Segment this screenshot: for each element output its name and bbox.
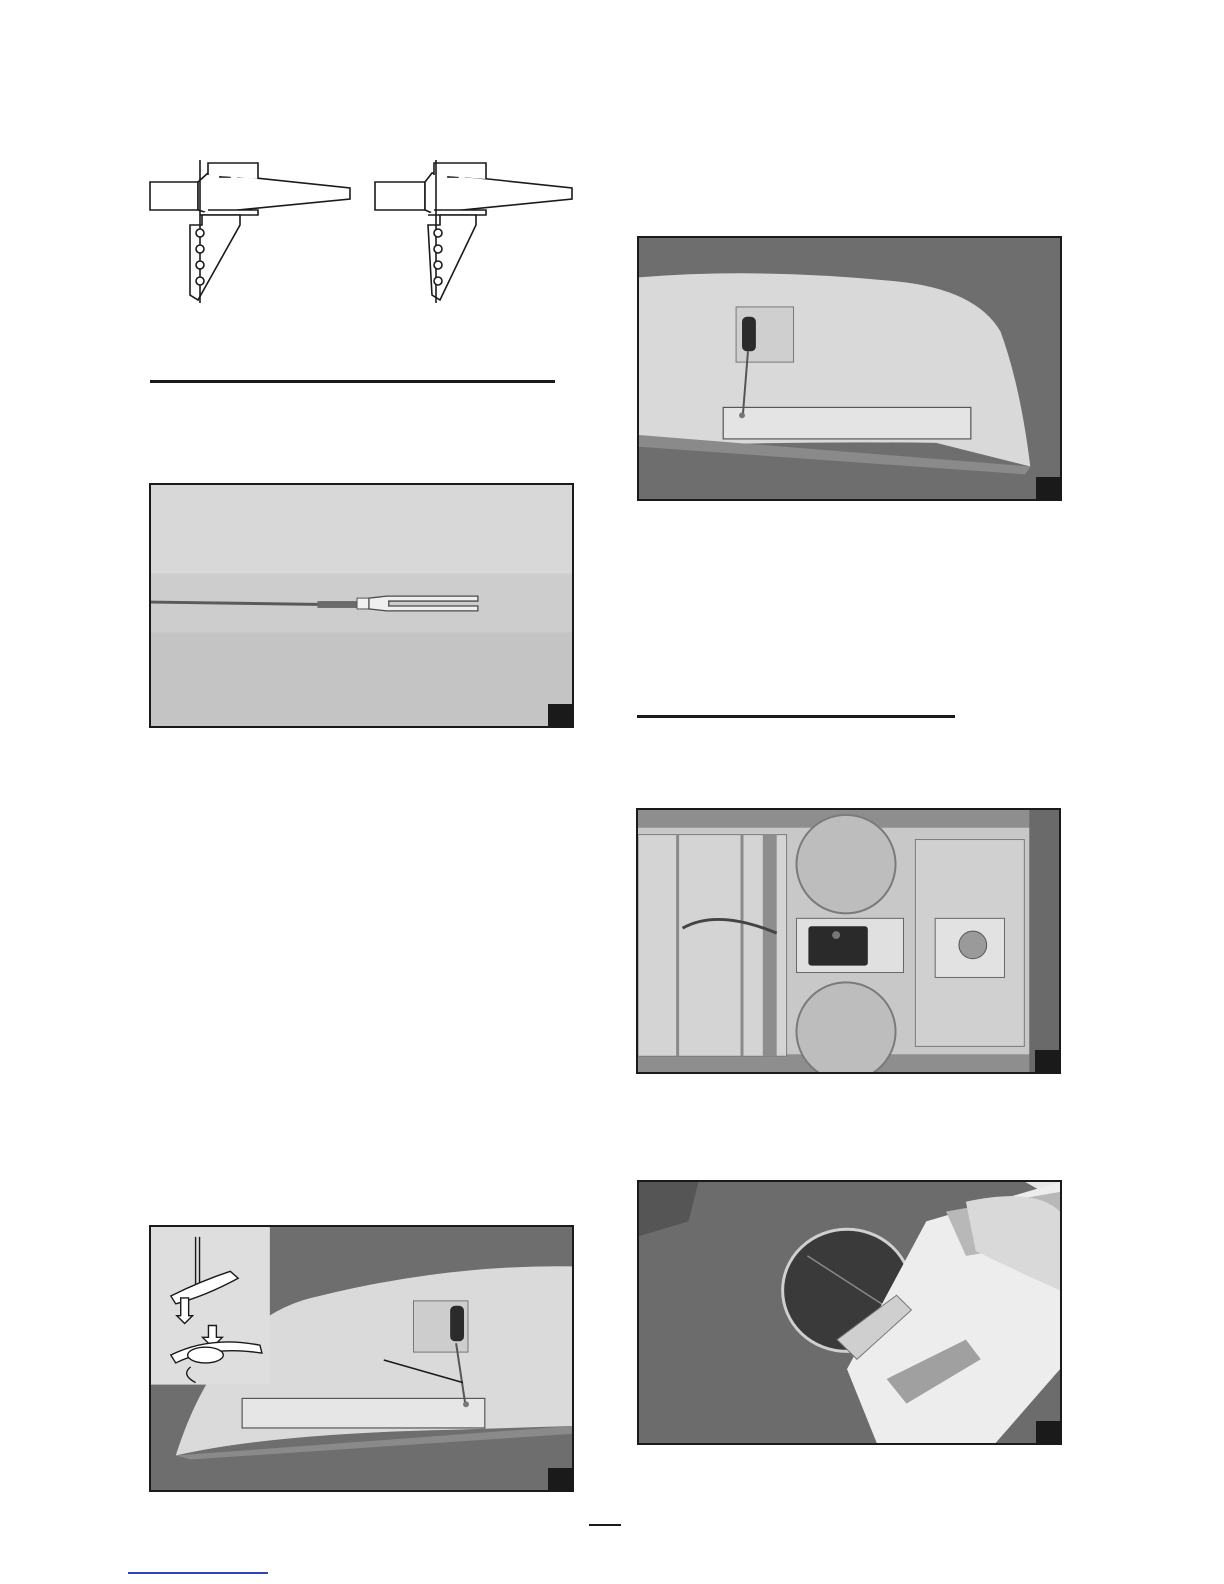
figure-number-badge bbox=[548, 704, 572, 726]
control-horn-diagram bbox=[140, 155, 580, 305]
page-number-rule bbox=[589, 1524, 621, 1526]
cutting-covering-photo-icon bbox=[639, 1182, 1060, 1443]
figure-number-badge bbox=[548, 1468, 572, 1490]
cutting-covering-photo bbox=[637, 1180, 1062, 1445]
clevis-pushrod-photo-icon bbox=[151, 485, 572, 726]
figure-number-badge bbox=[1036, 477, 1060, 499]
section-divider-right bbox=[637, 715, 955, 718]
figure-number-badge bbox=[1036, 1421, 1060, 1443]
wing-servo-photo-left bbox=[149, 1225, 574, 1492]
fuselage-servo-tray-photo-icon bbox=[638, 810, 1059, 1072]
wing-servo-hatch-photo-icon bbox=[639, 238, 1060, 499]
fuselage-servo-photo bbox=[636, 808, 1061, 1074]
footer-link-underline[interactable] bbox=[128, 1572, 268, 1574]
section-divider-left bbox=[150, 380, 555, 383]
control-horn-linkage-diagram-icon bbox=[140, 155, 580, 305]
wing-servo-photo-right bbox=[637, 236, 1062, 501]
clevis-photo bbox=[149, 483, 574, 728]
figure-number-badge bbox=[1035, 1050, 1059, 1072]
wing-servo-connector-photo-icon bbox=[151, 1227, 572, 1490]
